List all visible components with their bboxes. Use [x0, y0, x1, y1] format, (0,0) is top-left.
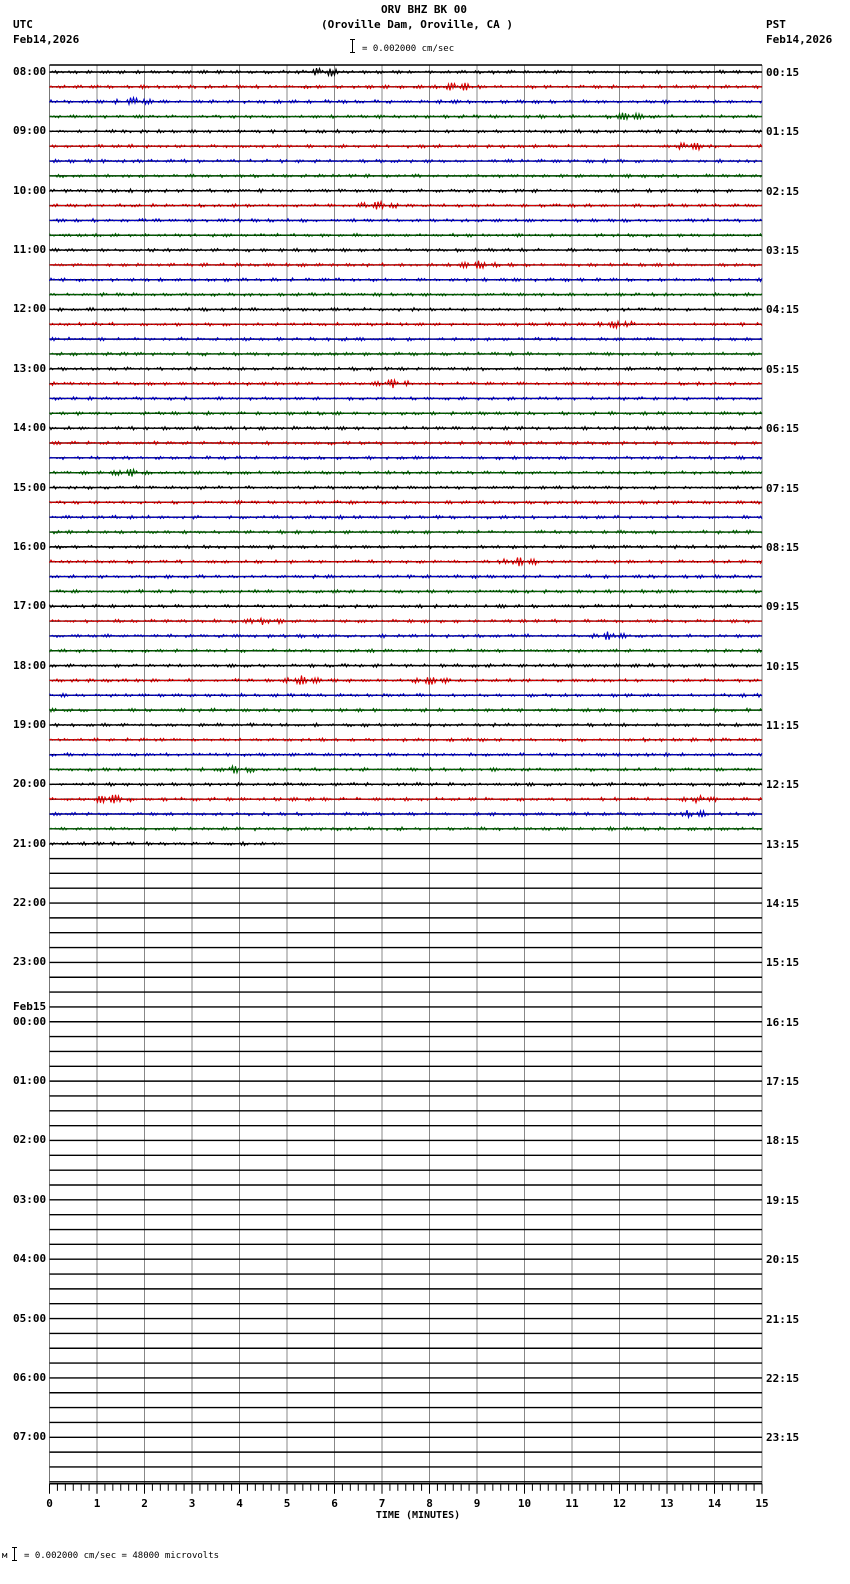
utc-hour-label: 12:00: [13, 302, 47, 316]
x-tick-label: 4: [236, 1497, 243, 1510]
pst-hour-label: 06:15: [766, 422, 800, 436]
pst-hour-label: 15:15: [766, 956, 800, 970]
pst-hour-label: 10:15: [766, 659, 800, 673]
pst-hour-label: 04:15: [766, 303, 800, 317]
x-tick-label: 9: [473, 1497, 481, 1510]
utc-hour-label: 13:00: [13, 361, 47, 375]
utc-hour-label: 21:00: [13, 836, 47, 850]
pst-hour-label: 12:15: [766, 778, 800, 792]
pst-hour-label: 16:15: [766, 1015, 800, 1029]
header-title: ORV BHZ BK 00: [380, 3, 468, 16]
footer-scale-prefix: м: [2, 1551, 8, 1561]
utc-hour-label: 18:00: [13, 658, 47, 672]
pst-hour-label: 11:15: [766, 718, 800, 732]
pst-hour-label: 18:15: [766, 1134, 800, 1148]
pst-hour-label: 07:15: [766, 481, 800, 495]
pst-hour-label: 17:15: [766, 1075, 800, 1089]
utc-hour-label: 22:00: [13, 896, 47, 910]
utc-hour-label: 09:00: [13, 124, 47, 138]
right-timezone: PST: [766, 18, 786, 31]
left-date: Feb14,2026: [13, 33, 80, 46]
x-tick-label: 11: [565, 1497, 579, 1510]
utc-hour-label: 04:00: [13, 1252, 47, 1266]
x-tick-label: 10: [517, 1497, 532, 1510]
x-tick-label: 12: [612, 1497, 627, 1510]
pst-hour-label: 23:15: [766, 1431, 800, 1445]
left-timezone: UTC: [13, 18, 33, 31]
pst-hour-label: 02:15: [766, 184, 800, 198]
footer-scale-text: = 0.002000 cm/sec = 48000 microvolts: [24, 1551, 220, 1561]
utc-date-label: Feb15: [13, 999, 47, 1013]
x-tick-label: 15: [755, 1497, 769, 1510]
x-tick-label: 7: [378, 1497, 386, 1510]
header-subtitle: (Oroville Dam, Oroville, CA ): [320, 18, 514, 31]
utc-hour-label: 08:00: [13, 65, 47, 78]
utc-hour-label: 17:00: [13, 599, 47, 613]
utc-hour-label: 05:00: [13, 1311, 47, 1325]
pst-hour-label: 22:15: [766, 1371, 800, 1385]
utc-hour-label: 11:00: [13, 243, 47, 257]
utc-hour-label: 10:00: [13, 183, 47, 197]
pst-hour-label: 14:15: [766, 897, 800, 911]
x-tick-label: 6: [331, 1497, 338, 1510]
footer-scale-bar-icon: [14, 1547, 20, 1561]
x-tick-label: 5: [283, 1497, 291, 1510]
x-axis-label: TIME (MINUTES): [375, 1510, 461, 1521]
utc-hour-label: 23:00: [13, 955, 47, 969]
utc-hour-label: 15:00: [13, 480, 47, 494]
right-date: Feb14,2026: [766, 33, 833, 46]
pst-hour-label: 08:15: [766, 540, 800, 554]
x-tick-label: 1: [93, 1497, 101, 1510]
utc-hour-label: 20:00: [13, 777, 47, 791]
pst-hour-label: 05:15: [766, 362, 800, 376]
pst-hour-label: 13:15: [766, 837, 800, 851]
utc-hour-label: 19:00: [13, 717, 47, 731]
utc-hour-label: 16:00: [13, 539, 47, 553]
x-tick-label: 0: [46, 1497, 53, 1510]
utc-hour-label: 06:00: [13, 1370, 47, 1384]
header-scale-text: = 0.002000 cm/sec: [362, 44, 455, 54]
x-tick-label: 2: [141, 1497, 148, 1510]
pst-hour-label: 19:15: [766, 1193, 800, 1207]
pst-hour-label: 03:15: [766, 244, 800, 258]
pst-hour-label: 20:15: [766, 1253, 800, 1267]
x-tick-label: 8: [426, 1497, 433, 1510]
utc-hour-label: 00:00: [13, 1014, 47, 1028]
pst-hour-label: 21:15: [766, 1312, 800, 1326]
x-tick-label: 14: [707, 1497, 722, 1510]
utc-hour-label: 14:00: [13, 421, 47, 435]
utc-hour-label: 07:00: [13, 1430, 47, 1444]
pst-hour-label: 01:15: [766, 125, 800, 139]
x-tick-label: 3: [188, 1497, 196, 1510]
x-tick-label: 13: [660, 1497, 674, 1510]
pst-hour-label: 00:15: [766, 66, 800, 79]
pst-hour-label: 09:15: [766, 600, 800, 614]
utc-hour-label: 03:00: [13, 1192, 47, 1206]
utc-hour-label: 01:00: [13, 1074, 47, 1088]
utc-hour-label: 02:00: [13, 1133, 47, 1147]
